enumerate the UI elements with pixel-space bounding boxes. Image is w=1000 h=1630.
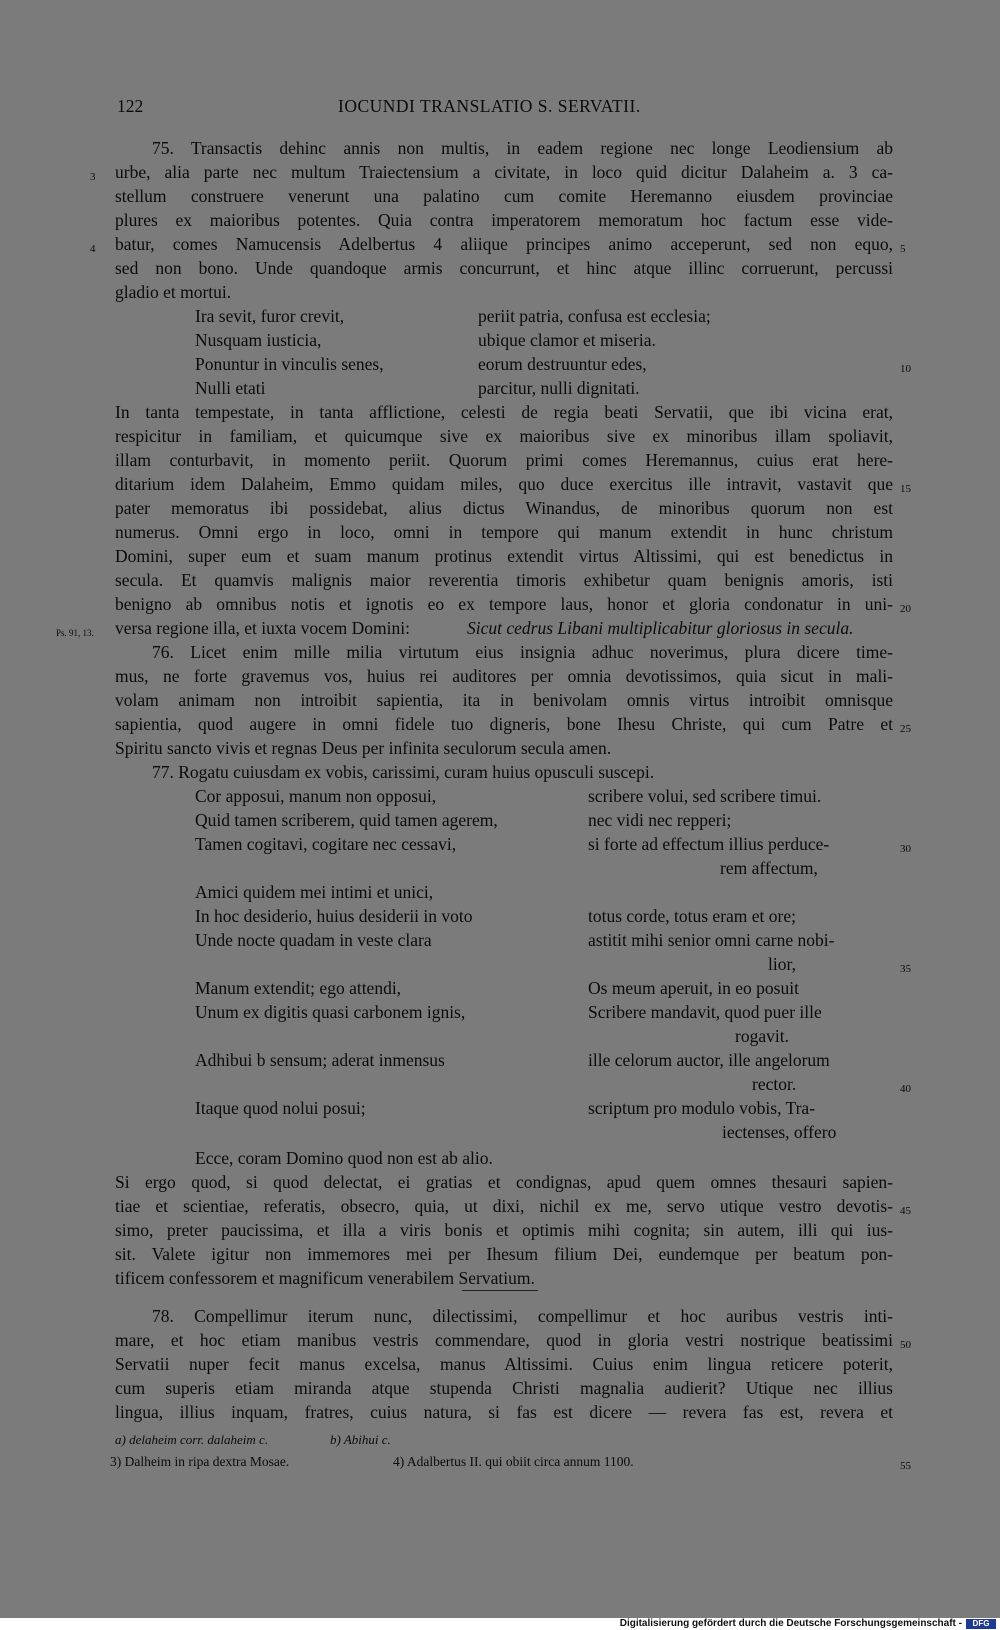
text-line	[0, 1352, 1000, 1376]
verse-a: Quid tamen scriberem, quid tamen agerem,	[195, 810, 498, 830]
verse-line	[0, 856, 1000, 880]
paragraph-78-start: 78. Compellimur iterum nunc, dilectissimi, compellimur et hoc auribus vestris inti-	[152, 1306, 893, 1326]
verse-line	[0, 952, 1000, 976]
footnote-line	[0, 1428, 1000, 1452]
text-line	[0, 1242, 1000, 1266]
poem-verse-a: Ponuntur in vinculis senes,	[195, 354, 384, 374]
paragraph-76-start: 76. Licet enim mille milia virtutum eius insignia adhuc noverimus, plura dicere time-	[152, 642, 893, 662]
body-line: illam conturbavit, in momento periit. Quorum primi comes Heremannus, cuius erat here-	[115, 450, 893, 470]
line-number: 15	[900, 483, 911, 495]
text-line	[0, 184, 1000, 208]
page-header	[0, 94, 1000, 118]
text-line	[0, 592, 1000, 616]
left-margin-number: 4	[90, 243, 96, 255]
verse-a: Unum ex digitis quasi carbonem ignis,	[195, 1002, 466, 1022]
verse-b: Os meum aperuit, in eo posuit	[588, 978, 799, 998]
body-line: sapientia, quod augere in omni fidele tuo digneris, bone Ihesu Christe, qui cum Patre et	[115, 714, 893, 734]
verse-line	[0, 784, 1000, 808]
verse-b: nec vidi nec repperi;	[588, 810, 732, 830]
text-line	[0, 640, 1000, 664]
text-line	[0, 1328, 1000, 1352]
running-title: IOCUNDI TRANSLATIO S. SERVATII.	[338, 96, 641, 116]
body-line: urbe, alia parte nec multum Traiectensium a civitate, in loco quid dicitur Dalaheim a. 3 ca-	[115, 162, 893, 182]
verse-b: si forte ad effectum illius perduce-	[588, 834, 830, 854]
text-line	[0, 520, 1000, 544]
line-number: 45	[900, 1205, 911, 1217]
verse-a: Cor apposui, manum non opposui,	[195, 786, 437, 806]
verse-b: scribere volui, sed scribere timui.	[588, 786, 822, 806]
poem-line	[0, 304, 1000, 328]
verse-line	[0, 904, 1000, 928]
body-line: plures ex maioribus potentes. Quia contra imperatorem memoratum hoc factum esse vide-	[115, 210, 893, 230]
poem-line	[0, 352, 1000, 376]
verse-a: Itaque quod nolui posui;	[195, 1098, 366, 1118]
verse-line	[0, 808, 1000, 832]
poem-verse-a: Ira sevit, furor crevit,	[195, 306, 345, 326]
verse-continuation: rogavit.	[735, 1026, 789, 1046]
body-line: pater memoratus ibi possidebat, alius dictus Winandus, de minoribus quorum non est	[115, 498, 893, 518]
footnote-4: 4) Adalbertus II. qui obiit circa annum 1100.	[393, 1454, 634, 1469]
body-line: respicitur in familiam, et quicumque sive ex maioribus sive ex minoribus illam spoliavit,	[115, 426, 893, 446]
body-line: lingua, illius inquam, fratres, cuius natura, si fas est dicere — revera fas est, revera et	[115, 1402, 893, 1422]
text-line	[0, 1376, 1000, 1400]
body-line: versa regione illa, et iuxta vocem Domini:	[115, 618, 410, 638]
paragraph-77-start: 77. Rogatu cuiusdam ex vobis, carissimi, curam huius opusculi suscepi.	[152, 762, 655, 782]
verse-line	[0, 1096, 1000, 1120]
footnote-3: 3) Dalheim in ripa dextra Mosae.	[110, 1454, 290, 1469]
poem-verse-b: parcitur, nulli dignitati.	[478, 378, 640, 398]
body-line: simo, preter paucissima, et illa a viris bonis et optimis mihi cognita; sin autem, illi qui ius-	[115, 1220, 893, 1240]
text-line	[0, 232, 1000, 256]
verse-line	[0, 976, 1000, 1000]
body-line: mare, et hoc etiam manibus vestris commendare, quod in gloria vestri nostrique beatissimi	[115, 1330, 893, 1350]
poem-line	[0, 328, 1000, 352]
line-number: 50	[900, 1339, 911, 1351]
body-line: mus, ne forte gravemus vos, huius rei auditores per omnia devotissimos, quia sicut in mali-	[115, 666, 893, 686]
verse-line	[0, 928, 1000, 952]
poem-verse-b: eorum destruuntur edes,	[478, 354, 647, 374]
body-line: volam animam non introibit sapientia, ita in benivolam omnis virtus introibit omnisque	[115, 690, 893, 710]
text-line	[0, 664, 1000, 688]
paragraph-75-start: 75. Transactis dehinc annis non multis, in eadem regione nec longe Leodiensium ab	[152, 138, 893, 158]
text-line	[0, 160, 1000, 184]
verse-continuation: rector.	[752, 1074, 797, 1094]
verse-line	[0, 880, 1000, 904]
funding-notice: Digitalisierung gefördert durch die Deutsche Forschungsgemeinschaft -	[619, 1618, 962, 1629]
text-line	[0, 400, 1000, 424]
text-line	[0, 472, 1000, 496]
text-line	[0, 208, 1000, 232]
line-number: 55	[900, 1460, 911, 1472]
text-line	[0, 1218, 1000, 1242]
line-number: 35	[900, 963, 911, 975]
body-line: In tanta tempestate, in tanta afflictione, celesti de regia beati Servatii, que ibi vicina erat,	[115, 402, 893, 422]
verse-b: totus corde, totus eram et ore;	[588, 906, 796, 926]
verse-b: ille celorum auctor, ille angelorum	[588, 1050, 830, 1070]
text-line	[0, 712, 1000, 736]
verse-line	[0, 1072, 1000, 1096]
verse-b: scriptum pro modulo vobis, Tra-	[588, 1098, 816, 1118]
body-line: Si ergo quod, si quod delectat, ei gratias et condignas, apud quem omnes thesauri sapien-	[115, 1172, 893, 1192]
verse-b: astitit mihi senior omni carne nobi-	[588, 930, 835, 950]
line-number: 30	[900, 843, 911, 855]
verse-b: Scribere mandavit, quod puer ille	[588, 1002, 822, 1022]
verse-a: In hoc desiderio, huius desiderii in voto	[195, 906, 473, 926]
verse-a: Unde nocte quadam in veste clara	[195, 930, 432, 950]
verse-a: Amici quidem mei intimi et unici,	[195, 882, 434, 902]
verse-continuation: rem affectum,	[720, 858, 818, 878]
line-number: 25	[900, 723, 911, 735]
text-line	[0, 1304, 1000, 1328]
footnote-b: b) Abihui c.	[330, 1432, 391, 1447]
verse-a: Manum extendit; ego attendi,	[195, 978, 402, 998]
footnote-a: a) delaheim corr. dalaheim c.	[115, 1432, 269, 1447]
text-line	[0, 568, 1000, 592]
scripture-quote: Sicut cedrus Libani multiplicabitur gloriosus in secula.	[467, 618, 854, 638]
body-line: batur, comes Namucensis Adelbertus 4 aliique principes animo acceperunt, sed non equo,	[115, 234, 893, 254]
text-line	[0, 256, 1000, 280]
body-line: sit. Valete igitur non immemores mei per Ihesum filium Dei, eundemque per beatum pon-	[115, 1244, 893, 1264]
verse-line	[0, 1120, 1000, 1144]
line-number: 20	[900, 603, 911, 615]
text-line	[0, 136, 1000, 160]
verse-line	[0, 1024, 1000, 1048]
text-line	[0, 760, 1000, 784]
text-line	[0, 1194, 1000, 1218]
section-divider	[462, 1290, 538, 1291]
body-line: Servatii nuper fecit manus excelsa, manus Altissimi. Cuius enim lingua reticere poterit,	[115, 1354, 893, 1374]
body-line: secula. Et quamvis malignis maior reverentia timoris exhibetur quam benignis amoris, isti	[115, 570, 893, 590]
page-number: 122	[117, 96, 144, 116]
text-line	[0, 688, 1000, 712]
text-line	[0, 1170, 1000, 1194]
scripture-reference: Ps. 91, 13.	[56, 628, 94, 638]
body-line: Domini, super eum et suam manum protinus extendit virtus Altissimi, qui est benedictus in	[115, 546, 893, 566]
poem-line	[0, 376, 1000, 400]
body-line: numerus. Omni ergo in loco, omni in tempore qui manum extendit in hunc christum	[115, 522, 893, 542]
text-line	[0, 1400, 1000, 1424]
line-number: 40	[900, 1083, 911, 1095]
verse-a: Ecce, coram Domino quod non est ab alio.	[195, 1148, 493, 1168]
body-line: sed non bono. Unde quandoque armis concurrunt, et hinc atque illinc corruerunt, percussi	[115, 258, 893, 278]
poem-verse-b: ubique clamor et miseria.	[478, 330, 656, 350]
verse-line	[0, 1146, 1000, 1170]
text-line	[0, 496, 1000, 520]
body-line: cum superis etiam miranda atque stupenda Christi magnalia audierit? Utique nec illius	[115, 1378, 893, 1398]
body-line: tiae et scientiae, referatis, obsecro, quia, ut dixi, nichil ex me, servo utique vestro devotis-	[115, 1196, 893, 1216]
text-line	[0, 544, 1000, 568]
line-number: 10	[900, 363, 911, 375]
left-margin-number: 3	[90, 171, 96, 183]
verse-line	[0, 1000, 1000, 1024]
text-line	[0, 424, 1000, 448]
dfg-logo: DFG	[966, 1619, 996, 1629]
text-line	[0, 1266, 1000, 1290]
body-line: tificem confessorem et magnificum venerabilem Servatium.	[115, 1268, 535, 1288]
body-line: Spiritu sancto vivis et regnas Deus per infinita seculorum secula amen.	[115, 738, 612, 758]
poem-verse-a: Nusquam iusticia,	[195, 330, 322, 350]
body-line: stellum construere venerunt una palatino cum comite Heremanno eiusdem provinciae	[115, 186, 893, 206]
text-line	[0, 616, 1000, 640]
verse-line	[0, 832, 1000, 856]
text-line	[0, 280, 1000, 304]
poem-verse-a: Nulli etati	[195, 378, 266, 398]
verse-a: Adhibui b sensum; aderat inmensus	[195, 1050, 445, 1070]
verse-a: Tamen cogitavi, cogitare nec cessavi,	[195, 834, 457, 854]
verse-continuation: lior,	[768, 954, 796, 974]
text-line	[0, 736, 1000, 760]
body-line: gladio et mortui.	[115, 282, 232, 302]
line-number: 5	[900, 243, 906, 255]
footnote-line	[0, 1450, 1000, 1474]
verse-line	[0, 1048, 1000, 1072]
digitization-footer	[0, 1618, 1000, 1630]
poem-verse-b: periit patria, confusa est ecclesia;	[478, 306, 711, 326]
body-line: ditarium idem Dalaheim, Emmo quidam miles, quo duce exercitus ille intravit, vastavit que	[115, 474, 893, 494]
body-line: benigno ab omnibus notis et ignotis eo ex tempore laus, honor et gloria condonatur in uni-	[115, 594, 893, 614]
verse-continuation: iectenses, offero	[722, 1122, 837, 1142]
text-line	[0, 448, 1000, 472]
